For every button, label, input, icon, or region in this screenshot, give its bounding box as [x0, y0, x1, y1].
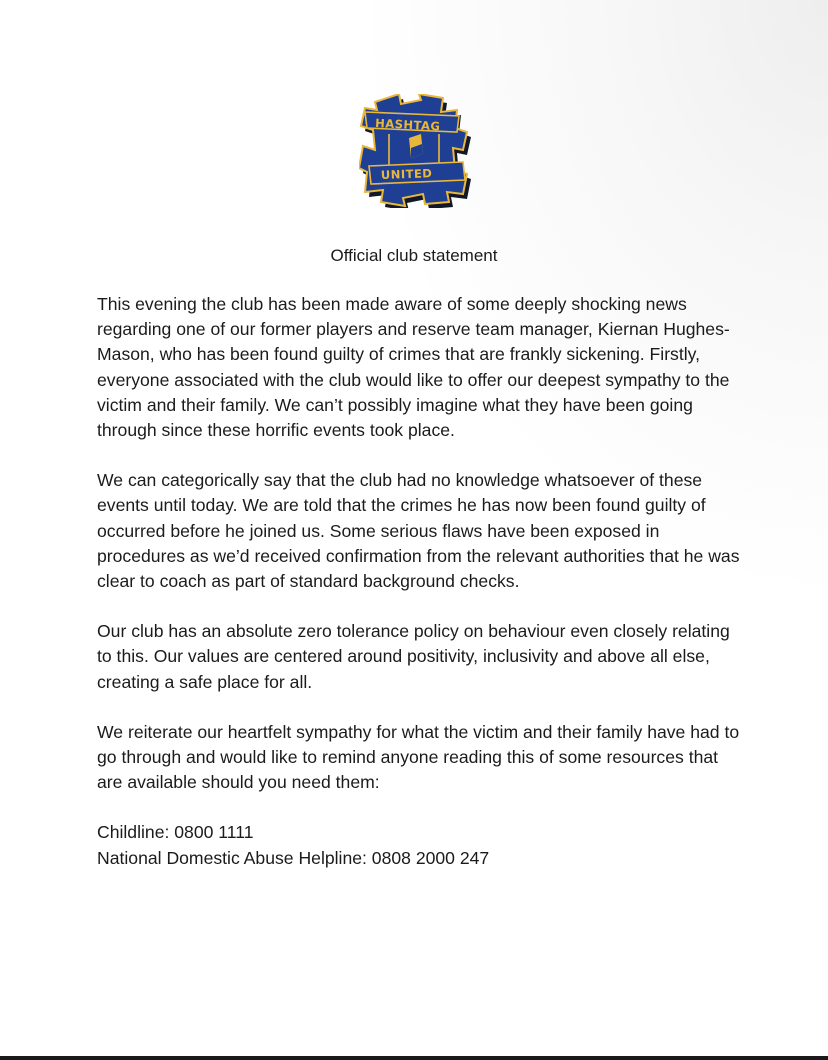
- contact-domestic-abuse-helpline: National Domestic Abuse Helpline: 0808 2000 247: [97, 847, 490, 868]
- contact-childline: Childline: 0800 1111: [97, 822, 254, 843]
- statement-paragraph-3: Our club has an absolute zero tolerance policy on behaviour even closely relating to this. Our values are centered around positivity, inclusivity and above all else, creating a safe place for all.: [97, 621, 730, 692]
- club-crest-logo: [359, 94, 471, 208]
- statement-paragraph-4: We reiterate our heartfelt sympathy for what the victim and their family have had to go through and would like to remind anyone reading this of some resources that are available should you need them:: [97, 721, 740, 793]
- statement-body: [97, 292, 747, 871]
- statement-paragraph-1: This evening the club has been made aware of some deeply shocking news regarding one of our former players and reserve team manager, Kiernan Hughes-Mason, who has been found guilty of crimes that are frankly sickening. Firstly, everyone associated with the club would like to offer our deepest sympathy to the victim and their family. We can’t possibly imagine what they have been going through since these horrific events took place.: [97, 294, 730, 441]
- helpline-contacts: [97, 820, 747, 870]
- statement-title: Official club statement: [330, 246, 498, 265]
- statement-paragraph-2: We can categorically say that the club had no knowledge whatsoever of these events until today. We are told that the crimes he has now been found guilty of occurred before he joined us. Some serious flaws have been exposed in procedures as we’d received confirmation from the relevant authorities that he was clear to coach as part of standard background checks.: [97, 470, 740, 592]
- crest-line2: UNITED: [380, 166, 433, 182]
- bottom-border: [0, 1056, 828, 1060]
- crest-line1: HASHTAG: [374, 116, 441, 134]
